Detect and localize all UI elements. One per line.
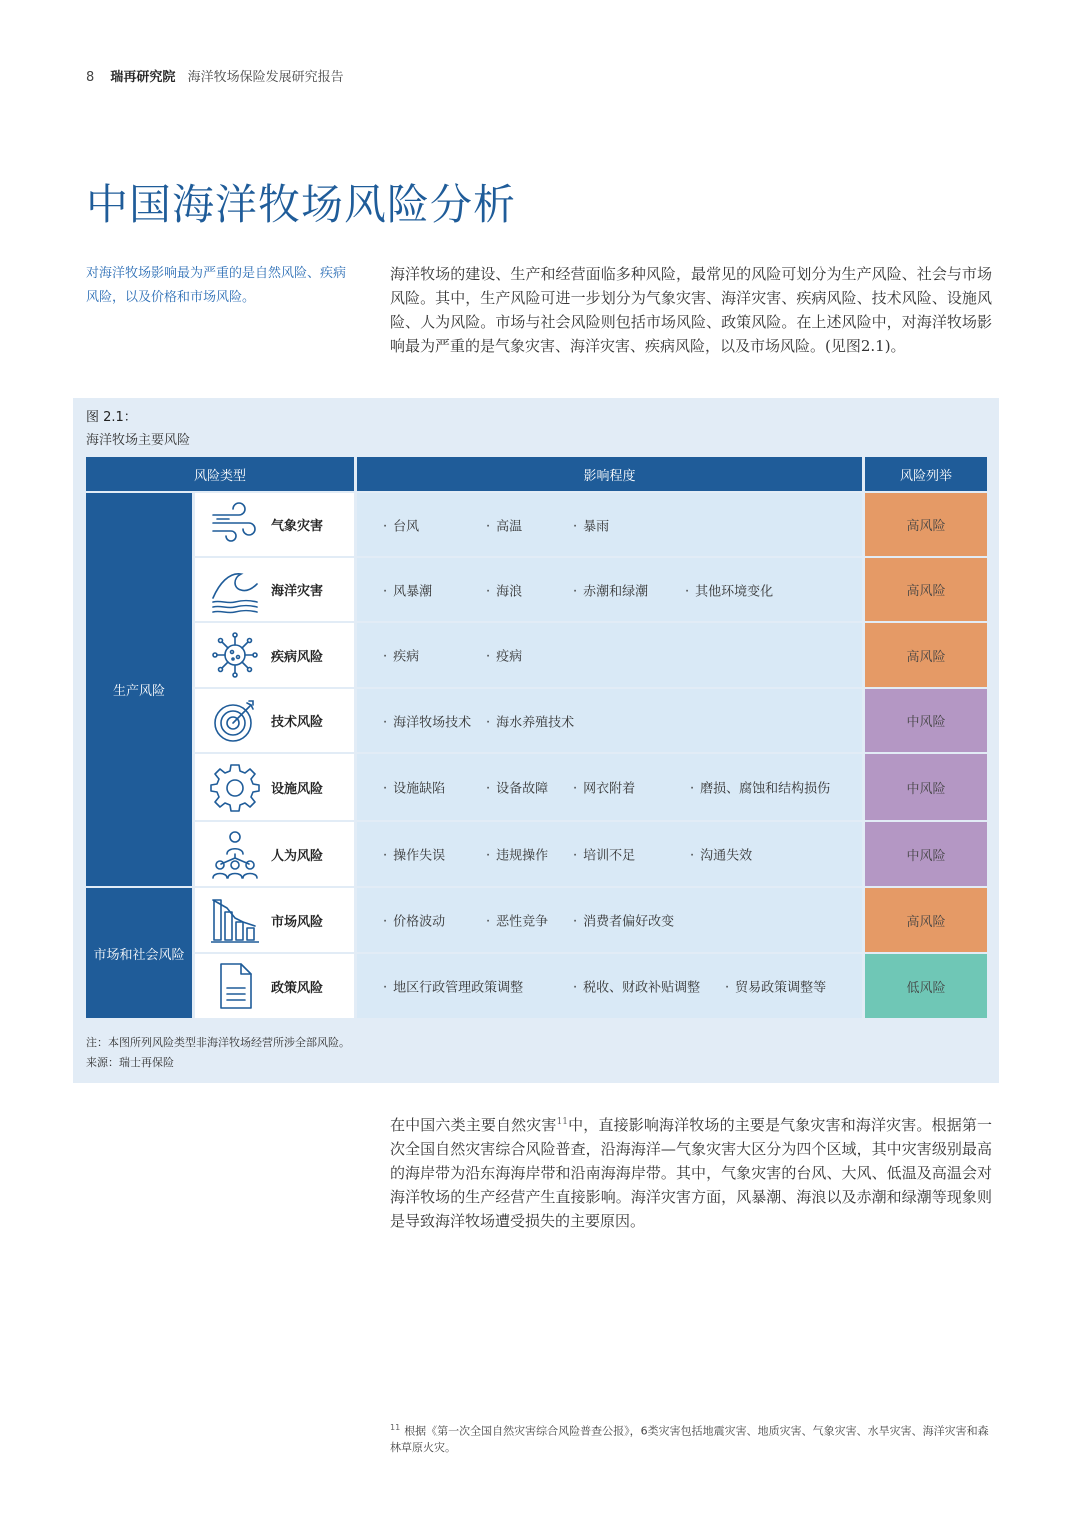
impact-item: · 贸易政策调整等	[725, 977, 826, 996]
target-icon	[209, 695, 261, 747]
risk-level: 高风险	[865, 888, 987, 952]
impact-item: · 地区行政管理政策调整	[383, 977, 523, 996]
virus-icon	[209, 629, 261, 681]
page-number: 8	[86, 70, 95, 85]
impact-item: · 疾病	[383, 646, 419, 665]
document-icon	[209, 960, 261, 1012]
body-paragraph-2: 在中国六类主要自然灾害$^{11}$中，直接影响海洋牧场的主要是气象灾害和海洋灾害。根据第一次全国自然灾害综合风险普查，沿海海洋—气象灾害大区分为四个区域，其中灾害级别最高的海岸带为沿东海海岸带和沿南海海岸带。其中，气象灾害的台风、大风、低温及高温会对海洋牧场的生产经营产生直接影响。海洋灾害方面，风暴潮、海浪以及赤潮和绿潮等现象则是导致海洋牧场遭受损失的主要原因。	[390, 1116, 992, 1230]
table-row	[86, 822, 987, 886]
impact-item: · 高温	[486, 515, 522, 534]
impact-item: · 其他环境变化	[685, 580, 773, 599]
impact-item: · 海浪	[486, 580, 522, 599]
risk-level: 高风险	[865, 493, 987, 556]
impact-item: · 培训不足	[573, 845, 635, 864]
page-title: 中国海洋牧场风险分析	[86, 180, 517, 229]
wind-icon	[209, 499, 261, 551]
risk-name: 人为风险	[271, 848, 324, 864]
figure-title: 海洋牧场主要风险	[86, 433, 191, 448]
risk-level: 低风险	[865, 954, 987, 1018]
figure-label: 图 2.1：	[86, 410, 137, 425]
impact-item: · 海洋牧场技术	[383, 711, 471, 730]
risk-level: 中风险	[865, 754, 987, 820]
report-name: 海洋牧场保险发展研究报告	[187, 70, 344, 85]
risk-name: 设施风险	[271, 781, 324, 797]
impact-item: · 风暴潮	[383, 580, 432, 599]
table-row	[86, 954, 987, 1018]
impact-item: · 价格波动	[383, 911, 445, 930]
summary-text: 对海洋牧场影响最为严重的是自然风险、疾病风险，以及价格和市场风险。	[86, 266, 347, 305]
body-paragraph-1: 海洋牧场的建设、生产和经营面临多种风险，最常见的风险可划分为生产风险、社会与市场风险。其中，生产风险可进一步划分为气象灾害、海洋灾害、疾病风险、技术风险、设施风险、人为风险。市场与社会风险则包括市场风险、政策风险。在上述风险中，对海洋牧场影响最为严重的是气象灾害、海洋灾害、疾病风险，以及市场风险。(见图2.1)。	[390, 265, 992, 355]
risk-level: 高风险	[865, 623, 987, 687]
impact-item: · 疫病	[486, 646, 522, 665]
risk-table	[86, 457, 987, 1018]
impact-item: · 网衣附着	[573, 778, 635, 797]
bar-chart-icon	[209, 894, 261, 946]
table-row	[86, 493, 987, 556]
footnote-text: 根据《第一次全国自然灾害综合风险普查公报》，6类灾害包括地震灾害、地质灾害、气象灾害、水旱灾害、海洋灾害和森林草原火灾。	[390, 1424, 989, 1454]
figure-note: 注：本图所列风险类型非海洋牧场经营所涉全部风险。	[86, 1036, 350, 1049]
impact-item: · 磨损、腐蚀和结构损伤	[690, 778, 830, 797]
risk-name: 市场风险	[271, 914, 324, 930]
risk-name: 海洋灾害	[271, 584, 324, 599]
risk-name: 技术风险	[271, 715, 324, 730]
risk-level: 中风险	[865, 689, 987, 752]
impact-item: · 台风	[383, 515, 419, 534]
impact-item: · 海水养殖技术	[486, 711, 574, 730]
category-market-social: 市场和社会风险	[86, 888, 192, 1018]
risk-level: 中风险	[865, 822, 987, 886]
footnote-ref[interactable]: 11	[556, 1117, 569, 1127]
impact-item: · 赤潮和绿潮	[573, 580, 648, 599]
table-row	[86, 888, 987, 952]
wave-icon	[209, 564, 261, 616]
risk-name: 气象灾害	[271, 519, 324, 534]
table-row	[86, 558, 987, 621]
footnote-number: 11	[390, 1423, 401, 1432]
risk-name: 疾病风险	[271, 649, 324, 665]
impact-item: · 税收、财政补贴调整	[573, 977, 700, 996]
impact-item: · 暴雨	[573, 515, 609, 534]
page-header	[86, 66, 344, 85]
impact-item: · 设施缺陷	[383, 778, 445, 797]
people-icon	[209, 828, 261, 880]
footnote	[390, 1420, 992, 1456]
gear-icon	[209, 761, 261, 813]
impact-item: · 消费者偏好改变	[573, 911, 674, 930]
impact-item: · 恶性竞争	[486, 911, 548, 930]
impact-item: · 设备故障	[486, 778, 548, 797]
category-production: 生产风险	[86, 493, 192, 886]
table-row	[86, 754, 987, 820]
table-row	[86, 689, 987, 752]
header-risk-type: 风险类型	[86, 457, 354, 491]
table-row	[86, 623, 987, 687]
org-name: 瑞再研究院	[110, 70, 176, 85]
impact-item: · 操作失误	[383, 845, 445, 864]
header-impact: 影响程度	[357, 457, 862, 491]
impact-item: · 违规操作	[486, 845, 548, 864]
risk-name: 政策风险	[271, 980, 324, 996]
risk-level: 高风险	[865, 558, 987, 621]
header-level: 风险列举	[865, 457, 987, 491]
figure-source: 来源：瑞士再保险	[86, 1056, 174, 1069]
impact-item: · 沟通失效	[690, 845, 752, 864]
